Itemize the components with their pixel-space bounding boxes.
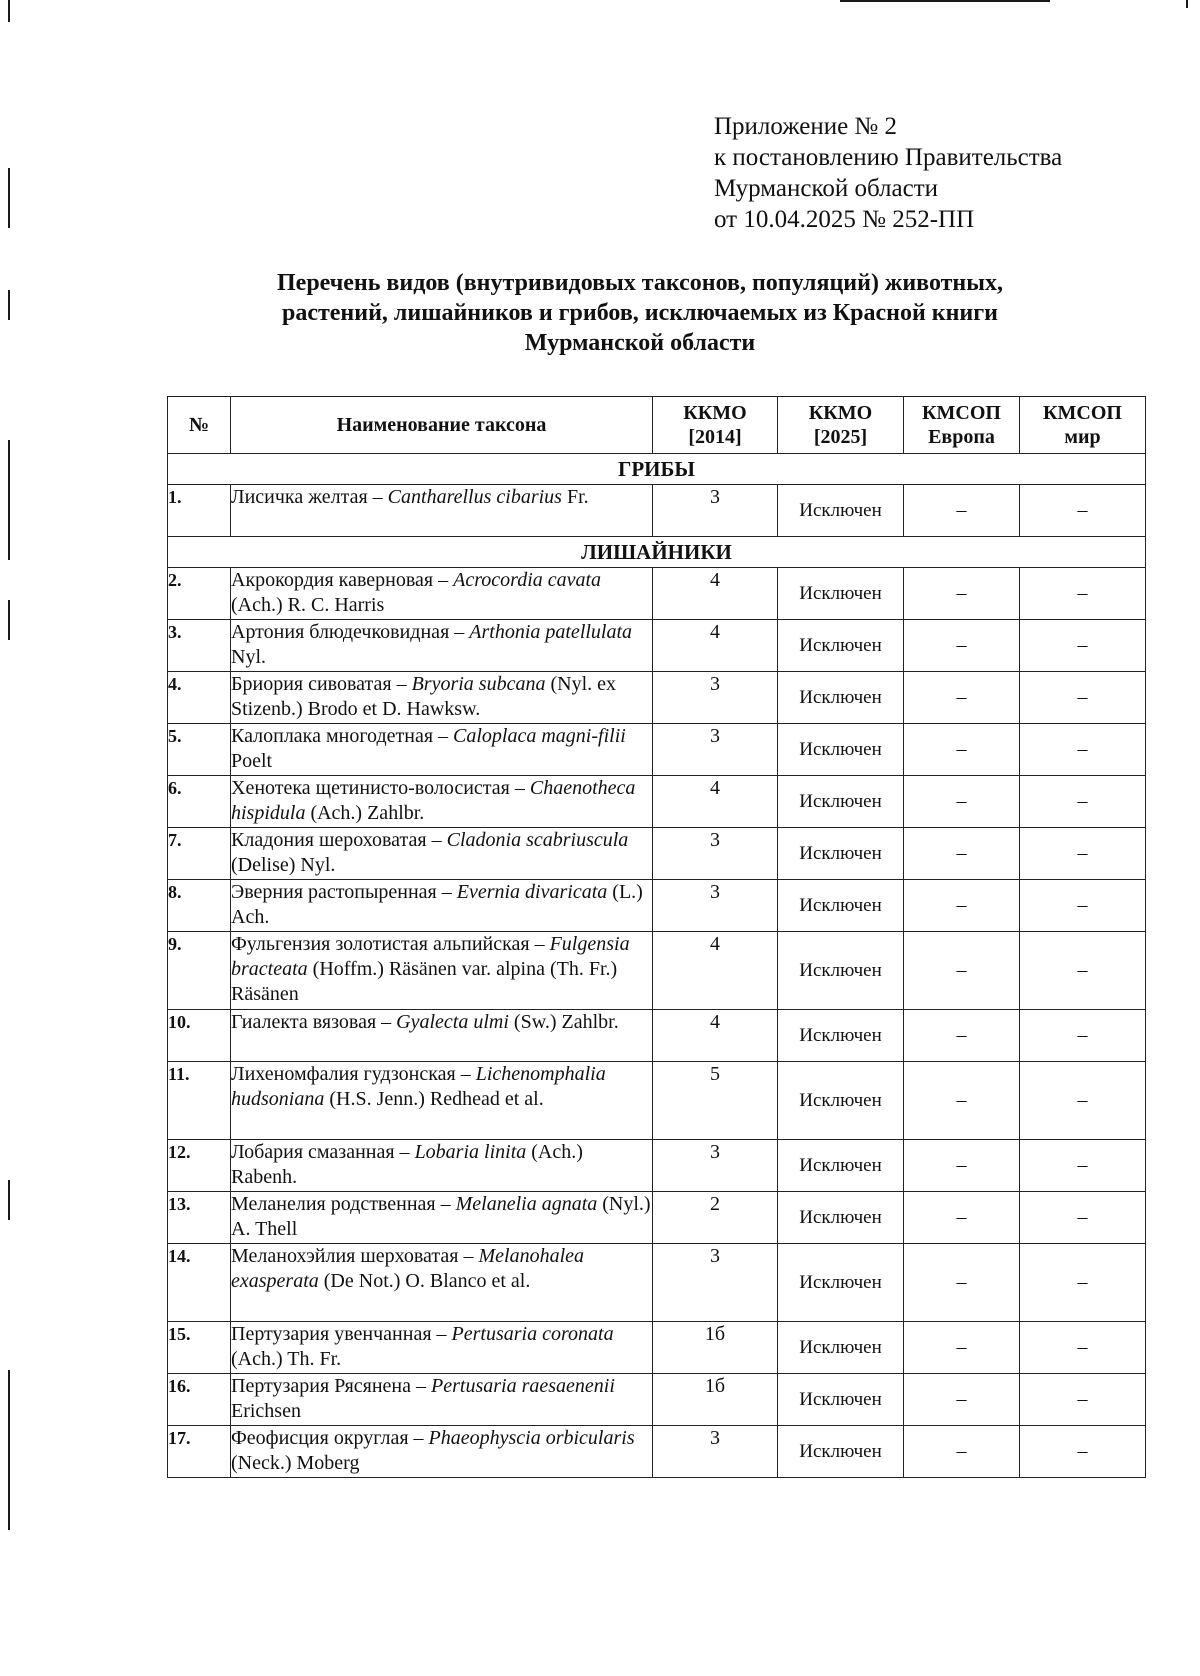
header-kkmo-2025-line1: ККМО <box>808 402 873 424</box>
taxon-russian-name: Лобария смазанная – <box>231 1141 415 1163</box>
table-header-row <box>168 397 1146 454</box>
iucn-world-status: – <box>1020 672 1146 724</box>
taxon-authority: (H.S. Jenn.) Redhead et al. <box>324 1088 544 1110</box>
appendix-line: Мурманской области <box>714 175 939 202</box>
section-title: ГРИБЫ <box>168 454 1146 485</box>
iucn-europe-status: – <box>904 1192 1020 1244</box>
taxon-authority: (Sw.) Zahlbr. <box>508 1011 619 1033</box>
taxon-latin-name: Fulgensia bracteata <box>231 933 630 980</box>
scan-edge-mark <box>8 168 10 228</box>
header-iucn-world-line1: КМСОП <box>1043 402 1122 424</box>
section-row <box>168 537 1146 568</box>
iucn-world-status: – <box>1020 620 1146 672</box>
taxon-russian-name: Пертузария Рясянена – <box>231 1375 432 1397</box>
taxa-table-body <box>168 454 1146 1478</box>
taxon-name <box>231 1374 653 1426</box>
table-row <box>168 1010 1146 1062</box>
taxon-latin-name: Pertusaria raesaenenii <box>431 1375 615 1397</box>
iucn-world-status: – <box>1020 1374 1146 1426</box>
kkmo-2025-status: Исключен <box>778 932 904 1010</box>
iucn-europe-status: – <box>904 1322 1020 1374</box>
header-kkmo-2014 <box>653 397 778 454</box>
taxon-name <box>231 485 653 537</box>
header-kkmo-2014-line1: ККМО <box>683 402 747 424</box>
row-number: 14. <box>168 1244 231 1322</box>
taxon-russian-name: Лихеномфалия гудзонская – <box>231 1063 476 1085</box>
taxon-latin-name: Chaenotheca hispidula <box>231 777 636 824</box>
iucn-world-status: – <box>1020 485 1146 537</box>
kkmo-2025-status: Исключен <box>778 620 904 672</box>
iucn-europe-status: – <box>904 880 1020 932</box>
iucn-europe-status: – <box>904 1374 1020 1426</box>
header-number-label: № <box>188 414 210 436</box>
title-line: растений, лишайников и грибов, исключаемых из Красной книги <box>281 300 998 326</box>
taxon-russian-name: Феофисция округлая – <box>231 1427 429 1449</box>
taxon-russian-name: Артония блюдечковидная – <box>231 621 470 643</box>
header-iucn-europe-line2: Европа <box>928 426 995 448</box>
taxon-russian-name: Акрокордия каверновая – <box>231 569 454 591</box>
taxon-authority: (Ach.) Zahlbr. <box>305 802 425 824</box>
iucn-europe-status: – <box>904 1062 1020 1140</box>
iucn-europe-status: – <box>904 828 1020 880</box>
taxon-latin-name: Evernia divaricata <box>456 881 608 903</box>
taxon-authority: (L.) Ach. <box>231 881 643 928</box>
row-number: 17. <box>168 1426 231 1478</box>
table-row <box>168 568 1146 620</box>
taxon-latin-name: Cladonia scabriuscula <box>446 829 629 851</box>
taxon-name <box>231 568 653 620</box>
kkmo-2014-category: 3 <box>653 1426 778 1478</box>
taxon-authority: (Ach.) R. C. Harris <box>231 594 385 616</box>
row-number: 13. <box>168 1192 231 1244</box>
kkmo-2025-status: Исключен <box>778 1062 904 1140</box>
header-kkmo-2025 <box>778 397 904 454</box>
kkmo-2014-category: 3 <box>653 828 778 880</box>
kkmo-2025-status: Исключен <box>778 1192 904 1244</box>
iucn-world-status: – <box>1020 776 1146 828</box>
taxon-name <box>231 880 653 932</box>
document-title <box>200 268 1080 358</box>
iucn-world-status: – <box>1020 568 1146 620</box>
kkmo-2025-status: Исключен <box>778 776 904 828</box>
taxon-authority: (Neck.) Moberg <box>231 1452 360 1474</box>
header-taxon-name-label: Наименование таксона <box>336 414 547 436</box>
taxon-russian-name: Лисичка желтая – <box>231 486 388 508</box>
kkmo-2025-status: Исключен <box>778 1322 904 1374</box>
row-number: 2. <box>168 568 231 620</box>
iucn-europe-status: – <box>904 1426 1020 1478</box>
kkmo-2014-category: 1б <box>653 1322 778 1374</box>
scan-edge-mark <box>8 0 10 22</box>
taxon-russian-name: Гиалекта вязовая – <box>231 1011 397 1033</box>
taxon-authority: (Nyl.) A. Thell <box>231 1193 651 1240</box>
iucn-europe-status: – <box>904 620 1020 672</box>
iucn-europe-status: – <box>904 568 1020 620</box>
table-row <box>168 1322 1146 1374</box>
taxon-latin-name: Melanelia agnata <box>455 1193 598 1215</box>
header-kkmo-2025-line2: [2025] <box>813 426 868 448</box>
row-number: 7. <box>168 828 231 880</box>
scan-edge-mark <box>8 440 10 560</box>
row-number: 3. <box>168 620 231 672</box>
taxon-russian-name: Меланелия родственная – <box>231 1193 456 1215</box>
taxon-authority: Erichsen <box>231 1400 301 1422</box>
iucn-europe-status: – <box>904 724 1020 776</box>
kkmo-2025-status: Исключен <box>778 828 904 880</box>
scan-edge-mark <box>840 0 1050 2</box>
table-row <box>168 1426 1146 1478</box>
iucn-world-status: – <box>1020 880 1146 932</box>
taxon-latin-name: Cantharellus cibarius <box>387 486 562 508</box>
header-taxon-name <box>231 397 653 454</box>
row-number: 10. <box>168 1010 231 1062</box>
kkmo-2014-category: 4 <box>653 1010 778 1062</box>
table-row <box>168 1374 1146 1426</box>
kkmo-2014-category: 4 <box>653 776 778 828</box>
taxon-authority: (Ach.) Th. Fr. <box>231 1348 342 1370</box>
taxon-latin-name: Lobaria linita <box>414 1141 527 1163</box>
taxon-name <box>231 776 653 828</box>
table-row <box>168 880 1146 932</box>
kkmo-2025-status: Исключен <box>778 1140 904 1192</box>
taxon-authority: (De Not.) O. Blanco et al. <box>318 1270 531 1292</box>
iucn-europe-status: – <box>904 1140 1020 1192</box>
taxon-name <box>231 672 653 724</box>
taxon-name <box>231 1062 653 1140</box>
scan-edge-mark <box>8 1180 10 1220</box>
taxon-russian-name: Калоплака многодетная – <box>231 725 454 747</box>
kkmo-2014-category: 3 <box>653 1244 778 1322</box>
kkmo-2014-category: 3 <box>653 672 778 724</box>
taxon-name <box>231 1244 653 1322</box>
appendix-line: к постановлению Правительства <box>714 144 1063 171</box>
header-iucn-europe-line1: КМСОП <box>922 402 1001 424</box>
kkmo-2014-category: 3 <box>653 485 778 537</box>
kkmo-2025-status: Исключен <box>778 1010 904 1062</box>
kkmo-2014-category: 1б <box>653 1374 778 1426</box>
header-iucn-world-line2: мир <box>1064 426 1101 448</box>
kkmo-2025-status: Исключен <box>778 1374 904 1426</box>
scan-edge-mark <box>8 1370 10 1530</box>
taxon-authority: (Hoffm.) Räsänen var. alpina (Th. Fr.) Räsänen <box>231 958 618 1005</box>
iucn-world-status: – <box>1020 828 1146 880</box>
row-number: 9. <box>168 932 231 1010</box>
iucn-world-status: – <box>1020 1010 1146 1062</box>
taxon-name <box>231 724 653 776</box>
taxon-name <box>231 620 653 672</box>
table-row <box>168 485 1146 537</box>
header-kkmo-2014-line2: [2014] <box>688 426 742 448</box>
taxon-name <box>231 1140 653 1192</box>
taxon-name <box>231 932 653 1010</box>
iucn-world-status: – <box>1020 1140 1146 1192</box>
scan-edge-mark <box>8 290 10 320</box>
taxon-authority: (Nyl. ex Stizenb.) Brodo et D. Hawksw. <box>231 673 617 720</box>
taxon-name <box>231 1010 653 1062</box>
kkmo-2014-category: 3 <box>653 880 778 932</box>
appendix-reference <box>714 111 1062 235</box>
kkmo-2014-category: 5 <box>653 1062 778 1140</box>
taxon-authority: (Ach.) Rabenh. <box>231 1141 583 1188</box>
table-row <box>168 776 1146 828</box>
iucn-europe-status: – <box>904 776 1020 828</box>
kkmo-2025-status: Исключен <box>778 485 904 537</box>
kkmo-2014-category: 3 <box>653 1140 778 1192</box>
taxon-latin-name: Arthonia patellulata <box>469 621 633 643</box>
taxon-latin-name: Gyalecta ulmi <box>396 1011 509 1033</box>
taxon-authority: Poelt <box>231 750 273 772</box>
iucn-world-status: – <box>1020 724 1146 776</box>
row-number: 8. <box>168 880 231 932</box>
table-row <box>168 1062 1146 1140</box>
kkmo-2025-status: Исключен <box>778 724 904 776</box>
table-row <box>168 1244 1146 1322</box>
row-number: 1. <box>168 485 231 537</box>
row-number: 16. <box>168 1374 231 1426</box>
taxon-latin-name: Caloplaca magni-filii <box>453 725 626 747</box>
iucn-europe-status: – <box>904 672 1020 724</box>
taxon-russian-name: Эверния растопыренная – <box>231 881 457 903</box>
kkmo-2025-status: Исключен <box>778 568 904 620</box>
taxon-name <box>231 1192 653 1244</box>
kkmo-2014-category: 3 <box>653 724 778 776</box>
kkmo-2025-status: Исключен <box>778 880 904 932</box>
row-number: 11. <box>168 1062 231 1140</box>
iucn-world-status: – <box>1020 1192 1146 1244</box>
kkmo-2014-category: 4 <box>653 568 778 620</box>
iucn-world-status: – <box>1020 932 1146 1010</box>
row-number: 12. <box>168 1140 231 1192</box>
taxon-authority: (Delise) Nyl. <box>231 854 336 876</box>
title-line: Мурманской области <box>524 330 756 356</box>
kkmo-2025-status: Исключен <box>778 1244 904 1322</box>
kkmo-2014-category: 4 <box>653 620 778 672</box>
kkmo-2014-category: 4 <box>653 932 778 1010</box>
row-number: 5. <box>168 724 231 776</box>
row-number: 4. <box>168 672 231 724</box>
taxon-latin-name: Melanohalea exasperata <box>231 1245 585 1292</box>
appendix-line: Приложение № 2 <box>714 113 898 140</box>
iucn-world-status: – <box>1020 1426 1146 1478</box>
taxon-authority: Nyl. <box>231 646 266 668</box>
taxon-latin-name: Acrocordia cavata <box>453 569 602 591</box>
taxon-russian-name: Хенотека щетинисто-волосистая – <box>231 777 530 799</box>
taxon-authority: Fr. <box>561 486 589 508</box>
scan-edge-mark <box>8 600 10 640</box>
taxon-russian-name: Пертузария увенчанная – <box>231 1323 452 1345</box>
taxon-russian-name: Кладония шероховатая – <box>231 829 447 851</box>
taxon-name <box>231 1322 653 1374</box>
taxa-table <box>167 396 1146 1478</box>
taxon-name <box>231 1426 653 1478</box>
iucn-world-status: – <box>1020 1062 1146 1140</box>
row-number: 15. <box>168 1322 231 1374</box>
header-iucn-europe <box>904 397 1020 454</box>
taxon-latin-name: Lichenomphalia hudsoniana <box>231 1063 606 1110</box>
taxon-latin-name: Pertusaria coronata <box>451 1323 614 1345</box>
appendix-line: от 10.04.2025 № 252-ПП <box>714 206 975 233</box>
table-row <box>168 828 1146 880</box>
taxon-name <box>231 828 653 880</box>
iucn-world-status: – <box>1020 1322 1146 1374</box>
header-number <box>168 397 231 454</box>
taxon-russian-name: Меланохэйлия шерховатая – <box>231 1245 479 1267</box>
table-row <box>168 1140 1146 1192</box>
title-line: Перечень видов (внутривидовых таксонов, популяций) животных, <box>277 270 1003 296</box>
section-row <box>168 454 1146 485</box>
table-row <box>168 724 1146 776</box>
table-row <box>168 672 1146 724</box>
section-title: ЛИШАЙНИКИ <box>168 537 1146 568</box>
taxon-russian-name: Бриория сивоватая – <box>231 673 412 695</box>
taxon-latin-name: Phaeophyscia orbicularis <box>428 1427 635 1449</box>
iucn-world-status: – <box>1020 1244 1146 1322</box>
kkmo-2014-category: 2 <box>653 1192 778 1244</box>
kkmo-2025-status: Исключен <box>778 1426 904 1478</box>
kkmo-2025-status: Исключен <box>778 672 904 724</box>
iucn-europe-status: – <box>904 1244 1020 1322</box>
scan-edge-mark <box>1186 0 1188 8</box>
iucn-europe-status: – <box>904 485 1020 537</box>
table-row <box>168 1192 1146 1244</box>
header-iucn-world <box>1020 397 1146 454</box>
table-row <box>168 620 1146 672</box>
iucn-europe-status: – <box>904 932 1020 1010</box>
iucn-europe-status: – <box>904 1010 1020 1062</box>
row-number: 6. <box>168 776 231 828</box>
taxon-russian-name: Фульгензия золотистая альпийская – <box>231 933 550 955</box>
table-row <box>168 932 1146 1010</box>
taxon-latin-name: Bryoria subcana <box>411 673 546 695</box>
